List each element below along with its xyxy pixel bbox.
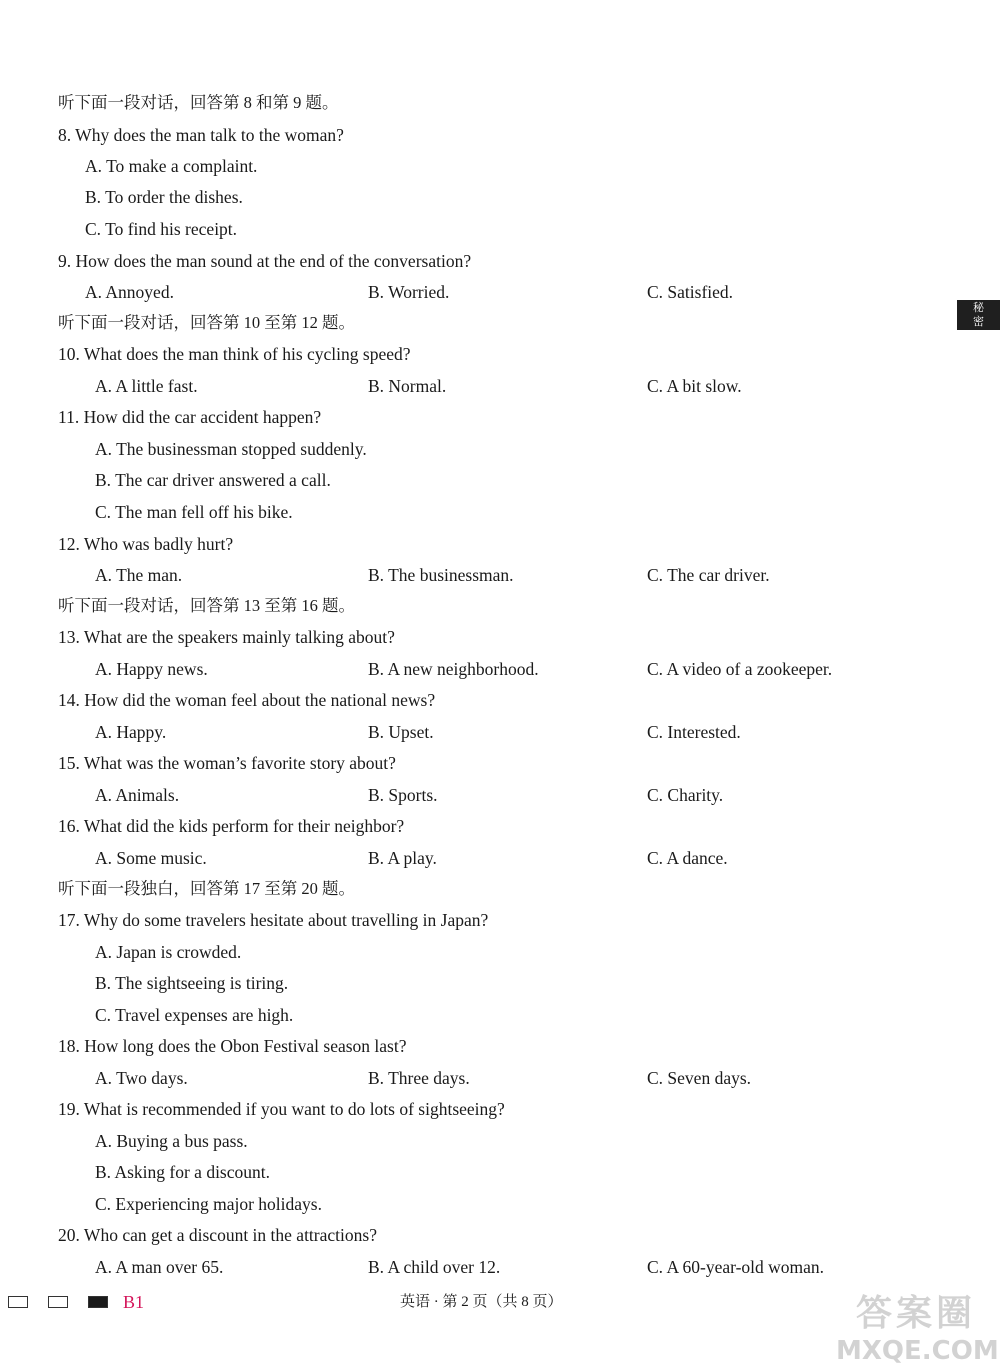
watermark-en: MXQE.COM — [836, 1336, 999, 1366]
option-row — [0, 1252, 1000, 1282]
question-stem: 19. What is recommended if you want to do lots of sightseeing? — [58, 1099, 505, 1119]
option-a: A. Buying a bus pass. — [95, 1131, 248, 1151]
option-b: B. The businessman. — [368, 565, 514, 585]
option-a: A. Happy. — [95, 722, 167, 742]
option-b: B. Sports. — [368, 785, 438, 805]
option-c: C. A 60-year-old woman. — [647, 1257, 825, 1277]
option-a: A. Two days. — [95, 1068, 188, 1088]
watermark-logo — [836, 1292, 999, 1368]
option-row — [0, 371, 1000, 401]
option-b: B. A child over 12. — [368, 1257, 501, 1277]
option-c: C. The man fell off his bike. — [95, 502, 293, 522]
section-instruction: 听下面一段对话，回答第 8 和第 9 题。 — [58, 93, 339, 112]
option-row — [0, 843, 1000, 873]
question-stem: 10. What does the man think of his cycling speed? — [58, 344, 411, 364]
question-stem: 14. How did the woman feel about the national news? — [58, 690, 436, 710]
option-row — [0, 1063, 1000, 1093]
tab-char: 密 — [973, 315, 984, 328]
empty-box-icon — [48, 1296, 68, 1308]
option-b: B. The car driver answered a call. — [95, 470, 331, 490]
option-c: C. A dance. — [647, 848, 728, 868]
question-stem: 15. What was the woman’s favorite story about? — [58, 753, 396, 773]
option-b: B. Asking for a discount. — [95, 1162, 270, 1182]
question-stem: 8. Why does the man talk to the woman? — [58, 125, 344, 145]
option-a: A. Some music. — [95, 848, 207, 868]
question-stem: 16. What did the kids perform for their neighbor? — [58, 816, 405, 836]
option-a: A. Happy news. — [95, 659, 208, 679]
tab-char: 秘 — [973, 301, 984, 314]
filled-box-icon — [88, 1296, 108, 1308]
question-stem: 13. What are the speakers mainly talking about? — [58, 627, 395, 647]
option-row — [0, 654, 1000, 684]
option-c: C. A video of a zookeeper. — [647, 659, 833, 679]
option-b: B. Upset. — [368, 722, 434, 742]
option-c: C. A bit slow. — [647, 376, 742, 396]
option-c: C. To find his receipt. — [85, 219, 238, 239]
option-c: C. The car driver. — [647, 565, 770, 585]
option-row — [0, 560, 1000, 590]
question-stem: 17. Why do some travelers hesitate about travelling in Japan? — [58, 910, 489, 930]
option-a: A. Japan is crowded. — [95, 942, 242, 962]
option-a: A. To make a complaint. — [85, 156, 258, 176]
option-row — [0, 717, 1000, 747]
option-a: A. Animals. — [95, 785, 180, 805]
option-b: B. The sightseeing is tiring. — [95, 973, 289, 993]
option-b: B. Worried. — [368, 282, 450, 302]
option-row — [0, 277, 1000, 307]
question-stem: 12. Who was badly hurt? — [58, 534, 234, 554]
option-c: C. Interested. — [647, 722, 741, 742]
section-instruction: 听下面一段对话，回答第 13 至第 16 题。 — [58, 596, 355, 615]
option-c: C. Satisfied. — [647, 282, 734, 302]
option-row — [0, 780, 1000, 810]
option-b: B. To order the dishes. — [85, 187, 243, 207]
option-a: A. A man over 65. — [95, 1257, 224, 1277]
question-stem: 18. How long does the Obon Festival season last? — [58, 1036, 407, 1056]
page-number: 英语 · 第 2 页（共 8 页） — [400, 1294, 563, 1310]
option-c: C. Seven days. — [647, 1068, 752, 1088]
option-b: B. Three days. — [368, 1068, 470, 1088]
watermark-cn: 答案圈 — [855, 1293, 976, 1334]
option-c: C. Experiencing major holidays. — [95, 1194, 322, 1214]
question-stem: 20. Who can get a discount in the attractions? — [58, 1225, 377, 1245]
paper-code: B1 — [123, 1292, 145, 1312]
option-c: C. Charity. — [647, 785, 724, 805]
option-a: A. The man. — [95, 565, 183, 585]
option-a: A. The businessman stopped suddenly. — [95, 439, 367, 459]
empty-box-icon — [8, 1296, 28, 1308]
section-instruction: 听下面一段对话，回答第 10 至第 12 题。 — [58, 313, 355, 332]
option-c: C. Travel expenses are high. — [95, 1005, 294, 1025]
question-stem: 11. How did the car accident happen? — [58, 407, 322, 427]
option-b: B. A new neighborhood. — [368, 659, 539, 679]
option-a: A. A little fast. — [95, 376, 198, 396]
option-a: A. Annoyed. — [85, 282, 174, 302]
option-b: B. A play. — [368, 848, 437, 868]
question-stem: 9. How does the man sound at the end of the conversation? — [58, 251, 472, 271]
section-instruction: 听下面一段独白，回答第 17 至第 20 题。 — [58, 879, 355, 898]
confidential-tab — [957, 300, 1000, 330]
option-b: B. Normal. — [368, 376, 447, 396]
